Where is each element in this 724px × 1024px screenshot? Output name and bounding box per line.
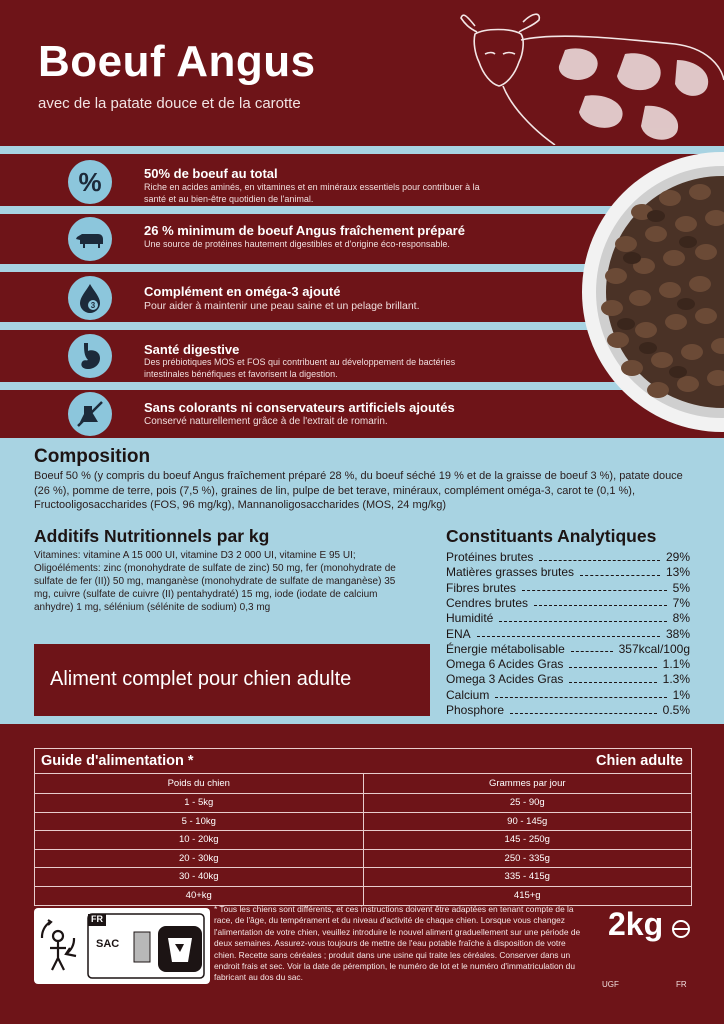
feature-desc: Des prébiotiques MOS et FOS qui contribuent au développement de bactéries intestinales bénéfiques et favorisent la digestion.	[144, 357, 456, 379]
analytic-value: 1%	[672, 687, 690, 702]
guide-weight-cell: 20 - 30kg	[35, 850, 364, 869]
analytic-name: Phosphore	[446, 703, 505, 717]
guide-row	[35, 886, 691, 906]
analytics-title: Constituants Analytiques	[446, 526, 657, 546]
feature-desc: Riche en acides aminés, en vitamines et en minéraux essentiels pour contribuer à la santé et au bien-être quotidien de l'animal.	[144, 182, 480, 204]
analytic-leader	[580, 565, 660, 576]
triman-icon	[34, 908, 210, 984]
guide-subtitle: Chien adulte	[595, 753, 683, 769]
guide-weight-cell: 40+kg	[35, 887, 364, 906]
analytic-name: Calcium	[446, 687, 490, 702]
stomach-icon	[68, 334, 112, 378]
analytic-leader	[569, 672, 656, 683]
analytic-value: 5%	[672, 580, 690, 595]
analytic-name: Matières grasses brutes	[446, 565, 575, 580]
analytic-name: Protéines brutes	[446, 550, 534, 564]
guide-weight-cell: 10 - 20kg	[35, 831, 364, 850]
feature-title: Sans colorants ni conservateurs artificiels ajoutés	[144, 400, 455, 415]
analytic-value: 13%	[665, 565, 690, 580]
additives-title: Additifs Nutritionnels par kg	[34, 526, 270, 546]
guide-grams-cell: 415+g	[513, 890, 541, 901]
analytic-row	[446, 550, 690, 566]
analytic-value: 38%	[665, 626, 690, 641]
omega3-drop-icon	[68, 276, 112, 320]
analytic-leader	[495, 688, 666, 699]
guide-grams-cell: 250 - 335g	[504, 852, 550, 864]
guide-title: Guide d'alimentation *	[41, 753, 194, 769]
additives-text: Vitamines: vitamine A 15 000 UI, vitamine D3 2 000 UI, vitamine E 95 UI; Oligoéléments: zinc (monohydrate de sulfate de zinc) 50 mg, fer (monohydrate de sulfate de fer (II)) 50 mg, manganèse (monohydrate de sulfate de manganèse) 35 mg, cuivre (sulfate de cuivre (II) pentahydraté) 15 mg, iode (iodate de calcium anhydre) 1 mg, sélénium (sélénite de sodium) 0,3 mg	[34, 550, 396, 613]
recycle-label: SAC	[96, 938, 120, 950]
feeding-guide-table	[34, 748, 692, 906]
net-weight: 2kg	[608, 906, 664, 942]
product-type-label: Aliment complet pour chien adulte	[50, 668, 352, 690]
analytic-name: Fibres brutes	[446, 580, 517, 595]
feature-title: Complément en oméga-3 ajouté	[144, 284, 341, 299]
analytic-row	[446, 642, 690, 658]
estimated-sign-icon	[672, 918, 690, 940]
analytic-leader	[477, 627, 660, 638]
guide-col-grams: Grammes par jour	[488, 778, 566, 789]
analytic-row	[446, 596, 690, 612]
guide-row	[35, 830, 691, 850]
product-type-box	[34, 644, 430, 716]
guide-row	[35, 867, 691, 887]
analytic-row	[446, 611, 690, 627]
analytic-value: 1.3%	[662, 672, 690, 687]
analytic-value: 1.1%	[662, 657, 690, 672]
analytic-row	[446, 672, 690, 688]
feature-desc: Conservé naturellement grâce à de l'extrait de romarin.	[144, 416, 388, 427]
guide-row	[35, 793, 691, 813]
analytic-name: Humidité	[446, 611, 494, 626]
no-additives-icon	[68, 392, 112, 436]
analytic-leader	[510, 703, 657, 714]
product-subtitle: avec de la patate douce et de la carotte	[38, 95, 301, 112]
guide-weight-cell: 30 - 40kg	[35, 868, 364, 887]
footnote-text: * Tous les chiens sont différents, et ces instructions doivent être adaptées en tenant compte de la race, de l'âge, du tempérament et du niveau d'activité de chaque chien. Lorsque vous changez l'alimentation de votre chien, veuillez introduire le nouvel aliment graduellement sur une période de deux semaines. Assurez-vous toujours de mettre de l'eau potable fraîche à disposition de votre chien. Recette sans céréales ; produit dans une usine qui traite les céréales. Conserver dans un endroit frais et sec. Voir la date de péremption, le numéro de lot et le numéro d'immatriculation du fabricant au dos du sac.	[214, 904, 581, 983]
analytic-name: Omega 6 Acides Gras	[446, 657, 564, 672]
guide-header-row	[35, 773, 691, 794]
analytic-name: ENA	[446, 626, 471, 641]
guide-grams-cell: 90 - 145g	[507, 815, 548, 827]
svg-text:3: 3	[90, 301, 96, 310]
analytic-row	[446, 581, 690, 597]
analytic-row	[446, 657, 690, 673]
percent-icon	[68, 160, 112, 204]
triman-recycling-logo	[34, 908, 210, 984]
ugf-code: UGF	[602, 980, 619, 989]
analytic-leader	[569, 657, 656, 668]
analytic-leader	[499, 611, 666, 622]
cow-illustration-icon	[445, 10, 724, 145]
guide-weight-cell: 1 - 5kg	[35, 794, 364, 813]
feature-desc: Pour aider à maintenir une peau saine et un pelage brillant.	[144, 300, 420, 312]
recycle-country: FR	[91, 914, 103, 924]
kibble-bowl-image	[582, 152, 724, 432]
feature-title: 50% de boeuf au total	[144, 166, 278, 181]
guide-row	[35, 812, 691, 832]
guide-grams-cell: 335 - 415g	[504, 871, 550, 883]
analytic-leader	[534, 596, 667, 607]
analytic-row	[446, 565, 690, 581]
composition-title: Composition	[34, 446, 151, 467]
analytic-row	[446, 627, 690, 643]
guide-weight-cell: 5 - 10kg	[35, 813, 364, 832]
guide-row	[35, 849, 691, 869]
analytic-row	[446, 688, 690, 704]
feature-desc: Une source de protéines hautement digestibles et d'origine éco-responsable.	[144, 239, 450, 249]
guide-col-weight: Poids du chien	[35, 774, 364, 794]
analytic-leader	[571, 642, 613, 653]
product-title: Boeuf Angus	[38, 37, 316, 86]
analytic-name: Omega 3 Acides Gras	[446, 672, 564, 687]
analytic-value: 357kcal/100g	[618, 641, 690, 656]
guide-grams-cell: 25 - 90g	[509, 797, 545, 808]
guide-grams-cell: 145 - 250g	[504, 834, 550, 846]
analytic-name: Énergie métabolisable	[446, 641, 565, 656]
analytic-value: 7%	[672, 595, 690, 610]
feature-title: Santé digestive	[144, 342, 240, 357]
analytic-value: 8%	[672, 611, 690, 626]
analytic-value: 0.5%	[662, 703, 690, 717]
analytic-value: 29%	[665, 550, 690, 564]
analytic-leader	[522, 581, 667, 592]
svg-text:%: %	[78, 167, 102, 197]
feature-title: 26 % minimum de boeuf Angus fraîchement préparé	[144, 223, 465, 238]
analytic-name: Cendres brutes	[446, 595, 529, 610]
analytic-leader	[539, 550, 660, 561]
composition-text: Boeuf 50 % (y compris du boeuf Angus fraîchement préparé 28 %, du boeuf séché 19 % et de la graisse de boeuf 3 %), patate douce (26 %), pomme de terre, pois (7,5 %), graines de lin, pulpe de bet terave, minéraux, complément oméga-3, carot te (0,1 %), Fructooligosaccharides (FOS, 96 mg/kg), Mannanoligosaccharides (MOS, 24 mg/kg)	[34, 470, 683, 511]
analytic-row	[446, 703, 690, 719]
country-code: FR	[676, 980, 687, 989]
cow-icon	[68, 217, 112, 261]
